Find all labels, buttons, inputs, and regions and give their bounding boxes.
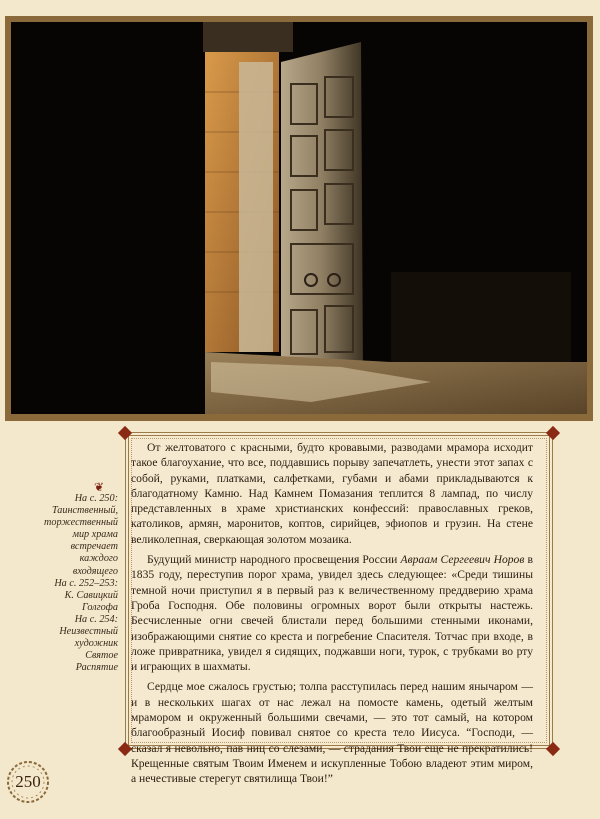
caption-line: К. Савицкий [64, 589, 118, 601]
caption-line: Неизвестный [59, 626, 118, 638]
caption-line: Голгофа [82, 601, 118, 613]
open-door-illustration [11, 22, 587, 414]
paragraph: От желтоватого с красными, будто кровавыми, разводами мрамора исходит такое благоухание, что все, поддавшись порыву запечатлеть, унести этот запах с собой, руками, платками, салфетками, губами и абами прикладываются к благодатному Камню. Над Камнем Помазания теплится 8 лампад, по числу представленных в храме христианских конфессий: православных греков, католиков, армян, маронитов, коптов, сирийцев, эфиопов и грузин. На стене великолепная, сверкающая золотом мозаика. [131, 441, 533, 546]
caption-line: художник [74, 638, 118, 650]
caption-line: входящего [72, 565, 118, 577]
photo-frame [5, 16, 593, 421]
caption-line: встречает [70, 541, 118, 553]
caption-line: На с. 254: [74, 613, 118, 625]
church-door-photo [11, 22, 587, 414]
caption-line: мир храма [72, 529, 118, 541]
page-number: 250 [15, 772, 41, 791]
caption-line: каждого [79, 553, 118, 565]
caption-line: На с. 252–253: [54, 577, 118, 589]
main-text [131, 440, 533, 792]
person-name: Авраам Сергеевич Норов [400, 553, 525, 567]
caption-line: Распятие [75, 662, 118, 674]
caption-line: Святое [85, 650, 118, 662]
paragraph-text: в 1835 году, переступив порог храма, увидел здесь следующее: «Среди тишины темной ночи приступил я в первый раз к величественному преддверию храма Гроба Господня. Обе половины огромных ворот были открыты настежь. Бесчисленные огни свечей блистали перед большими стенными иконами, изображающими снятие со креста и погребение Спасителя. Тотчас при входе, в ложе привратника, увидел я сидящих, поджавши ноги, турок, с трубками во рту и играющих в шахматы. [131, 553, 534, 674]
paragraph [131, 552, 533, 674]
photo-captions [40, 493, 118, 674]
page-number-badge [4, 758, 52, 806]
paragraph: Сердце мое сжалось грустью; толпа расступилась перед нашим янычаром — и в нескольких шагах от нас лежал на помосте камень, одетый желтым мрамором и окруженный большими свечами, — это тот самый, на котором благообразный Иосиф повивал снятое со креста тело Иисуса. “Господи, — сказал я невольно, пав ниц со слезами, — страдания Твои еще не прекратились! Крещенные святым Твоим Именем и искупленные Тобою владеют этим миром, а нечестивые стерегут святилища Твои!” [131, 680, 533, 786]
caption-line: На с. 250: [74, 493, 118, 504]
fleuron-ornament: ❦ [94, 480, 105, 494]
paragraph-text: Будущий министр народного просвещения России [147, 553, 401, 567]
caption-line: Таинственный, [51, 505, 118, 517]
caption-line: торжественный [44, 517, 118, 529]
